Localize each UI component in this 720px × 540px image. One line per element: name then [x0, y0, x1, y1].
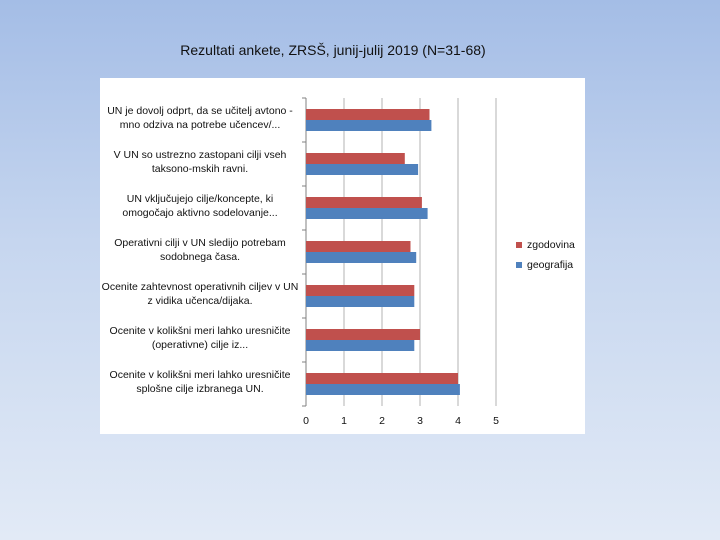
bar-geografija-4 [306, 296, 414, 307]
x-tick-label-4: 4 [455, 415, 461, 427]
bar-zgodovina-6 [306, 373, 458, 384]
legend-swatch-zgodovina [516, 242, 522, 248]
bar-geografija-5 [306, 340, 414, 351]
bar-geografija-0 [306, 120, 431, 131]
x-tick-label-1: 1 [341, 415, 347, 427]
x-tick-label-0: 0 [303, 415, 309, 427]
category-label-1: V UN so ustrezno zastopani cilji vseh taksono-mskih ravni. [113, 149, 287, 175]
x-tick-label-5: 5 [493, 415, 499, 427]
legend-label-zgodovina: zgodovina [527, 239, 575, 251]
bar-zgodovina-0 [306, 109, 430, 120]
legend-swatch-geografija [516, 262, 522, 268]
bar-geografija-2 [306, 208, 428, 219]
category-label-0: UN je dovolj odprt, da se učitelj avtono -mno odziva na potrebe učencev/... [107, 105, 293, 131]
bar-geografija-1 [306, 164, 418, 175]
bar-zgodovina-1 [306, 153, 405, 164]
bar-zgodovina-2 [306, 197, 422, 208]
legend-item-zgodovina [516, 239, 575, 251]
category-label-6: Ocenite v kolikšni meri lahko uresničite splošne cilje izbranega UN. [109, 369, 291, 395]
category-label-5: Ocenite v kolikšni meri lahko uresničite (operativne) cilje iz... [109, 325, 291, 351]
category-label-3: Operativni cilji v UN sledijo potrebam sodobnega časa. [114, 237, 286, 263]
legend-label-geografija: geografija [527, 259, 574, 271]
x-tick-label-3: 3 [417, 415, 423, 427]
bar-geografija-6 [306, 384, 460, 395]
slide-title: Rezultati ankete, ZRSŠ, junij-julij 2019 (N=31-68) [180, 42, 486, 58]
x-tick-label-2: 2 [379, 415, 385, 427]
category-label-4: Ocenite zahtevnost operativnih ciljev v UN z vidika učenca/dijaka. [101, 281, 299, 307]
bar-geografija-3 [306, 252, 416, 263]
category-label-2: UN vključujejo cilje/koncepte, ki omogočajo aktivno sodelovanje... [122, 193, 278, 219]
bar-zgodovina-5 [306, 329, 420, 340]
bar-zgodovina-3 [306, 241, 411, 252]
chart-panel [100, 78, 585, 434]
legend-item-geografija [516, 259, 573, 271]
bar-zgodovina-4 [306, 285, 414, 296]
